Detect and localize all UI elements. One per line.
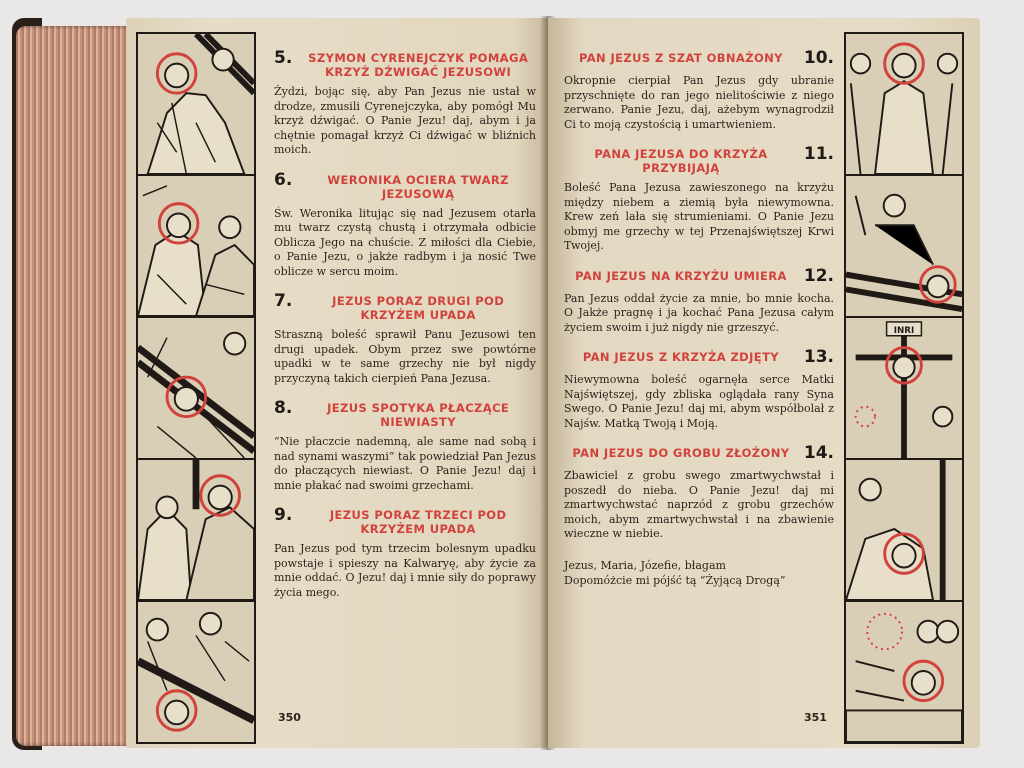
station-number: 5. bbox=[274, 48, 293, 68]
station-title: JEZUS SPOTYKA PŁACZĄCE NIEWIASTY bbox=[327, 401, 510, 429]
station-number: 9. bbox=[274, 505, 293, 525]
station-block bbox=[274, 170, 536, 280]
station-block bbox=[274, 291, 536, 386]
left-text-column bbox=[274, 48, 536, 612]
station-header bbox=[564, 443, 834, 463]
station-block bbox=[564, 443, 834, 542]
station-title: SZYMON CYRENEJCZYK POMAGA KRZYŻ DŹWIGAĆ JEZUSOWI bbox=[308, 51, 529, 79]
illustration-strip-left bbox=[136, 32, 256, 744]
station-number: 14. bbox=[803, 443, 834, 463]
station-number: 6. bbox=[274, 169, 293, 190]
station-header bbox=[274, 48, 536, 79]
right-page bbox=[548, 18, 980, 748]
station-title: PAN JEZUS DO GROBU ZŁOŻONY bbox=[572, 446, 790, 460]
station-number: 8. bbox=[274, 398, 293, 418]
closing-prayer bbox=[564, 558, 834, 588]
station-text: “Nie płaczcie nademną, ale same nad sobą i nad synami waszymi” tak powiedział Pan Jezus do płaczących niewiast. O Panie Jezu! daj i mnie płakać nad swoimi grzechami. bbox=[274, 435, 536, 492]
station-block bbox=[564, 144, 834, 254]
closing-prayer-line-2: Dopomóżcie mi pójść tą “Żyjącą Drogą” bbox=[564, 573, 786, 587]
station-header bbox=[564, 48, 834, 68]
station-text: Pan Jezus oddał życie za mnie, bo mnie kocha. O Jakże pragnę i ja kochać Pana Jezusa całym życiem swoim i już nigdy nie grzeszyć. bbox=[564, 291, 834, 334]
illustration-strip-right bbox=[844, 32, 964, 744]
station-title: JEZUS PORAZ DRUGI POD KRZYŻEM UPADA bbox=[332, 294, 505, 322]
station-title: PAN JEZUS Z SZAT OBNAŻONY bbox=[578, 51, 783, 65]
station-block bbox=[274, 398, 536, 493]
inri-sign-text: INRI bbox=[893, 325, 915, 336]
station-block bbox=[564, 347, 834, 431]
station-title: WERONIKA OCIERA TWARZ JEZUSOWĄ bbox=[327, 172, 509, 201]
station-block bbox=[274, 48, 536, 158]
station-number: 13. bbox=[803, 347, 834, 367]
station-text: Okropnie cierpiał Pan Jezus gdy ubranie przyschnięte do ran jego nielitościwie z niego zerwano. Panie Jezu, daj, ażebym wynagrodził Ci to moją czystością i umartwieniem. bbox=[564, 74, 834, 131]
illustration-station-12 bbox=[846, 318, 962, 460]
station-block bbox=[274, 505, 536, 600]
illustration-station-6 bbox=[138, 176, 254, 318]
right-text-column bbox=[564, 48, 834, 588]
station-text: Św. Weronika litując się nad Jezusem otarła mu twarz czystą chustą i otrzymała odbicie Oblicza Jego na chuście. Z miłości dla Ciebie, o Panie Jezu, o jakże radbym i ja nosić Twe oblicze w sercu moim. bbox=[274, 206, 536, 278]
station-title: PAN JEZUS NA KRZYŻU UMIERA bbox=[575, 268, 787, 283]
station-block bbox=[564, 48, 834, 132]
station-header bbox=[274, 505, 536, 536]
station-number: 10. bbox=[803, 48, 834, 68]
station-text: Boleść Pana Jezusa zawieszonego na krzyżu między niebem a ziemią była niewymowna. Krew zeń lała się strumieniami. O Panie Jezu obmyj me grzechy w tej Przenajświętszej Krwi Twojej. bbox=[564, 181, 834, 252]
left-page bbox=[126, 18, 548, 748]
page-number-right: 351 bbox=[804, 711, 827, 724]
station-header bbox=[274, 291, 536, 322]
station-header bbox=[274, 170, 536, 201]
station-text: Pan Jezus pod tym trzecim bolesnym upadku powstaje i spieszy na Kalwaryę, aby życie za mnie oddać. O Jezu! daj i mnie siły do poprawy życia mego. bbox=[274, 542, 537, 599]
station-text: Żydzi, bojąc się, aby Pan Jezus nie ustał w drodze, zmusili Cyrenejczyka, aby pomógł Mu krzyż dźwigać. O Panie Jezu! daj, abym i ja chętnie pomagał krzyż Ci dźwigać w bliźnich moich. bbox=[274, 85, 536, 156]
page-number-left: 350 bbox=[278, 711, 301, 724]
station-title: PANA JEZUSA DO KRZYŻA PRZYBIJAJĄ bbox=[594, 147, 768, 175]
station-number: 7. bbox=[274, 291, 293, 311]
open-prayer-book bbox=[8, 6, 976, 762]
illustration-station-14 bbox=[846, 602, 962, 742]
station-header bbox=[274, 398, 536, 429]
station-block bbox=[564, 266, 834, 336]
station-text: Zbawiciel z grobu swego zmartwychwstał i poszedł do nieba. O Panie Jezu! daj mi zmartwychwstać naprzód z grobu grzechów moich, abym zmartwychwstał i na zbawienie wieczne w niebie. bbox=[564, 469, 834, 540]
illustration-station-5 bbox=[138, 34, 254, 176]
illustration-station-13 bbox=[846, 460, 962, 602]
station-title: PAN JEZUS Z KRZYŻA ZDJĘTY bbox=[582, 350, 780, 364]
station-text: Straszną boleść sprawił Panu Jezusowi ten drugi upadek. Obym przez swe powtórne upadki w te same grzechy nie był nigdy przyczyną takich cierpień Pana Jezusa. bbox=[274, 328, 536, 385]
illustration-station-10 bbox=[846, 34, 962, 176]
station-header bbox=[564, 144, 834, 175]
station-number: 11. bbox=[803, 144, 834, 164]
illustration-station-9 bbox=[138, 602, 254, 742]
station-number: 12. bbox=[803, 265, 834, 286]
illustration-station-7 bbox=[138, 318, 254, 460]
station-text: Niewymowna boleść ogarnęła serce Matki Najświętszej, gdy zbliska oglądała rany Syna Swego. O Panie Jezu! daj mi, abym współbolał z Najśw. Matką Twoją i Moją. bbox=[564, 373, 834, 430]
illustration-station-11 bbox=[846, 176, 962, 318]
illustration-station-8 bbox=[138, 460, 254, 602]
station-title: JEZUS PORAZ TRZECI POD KRZYŻEM UPADA bbox=[329, 508, 507, 536]
closing-prayer-line-1: Jezus, Maria, Józefie, błagam bbox=[564, 558, 726, 572]
station-header bbox=[564, 266, 834, 286]
station-header bbox=[564, 347, 834, 367]
